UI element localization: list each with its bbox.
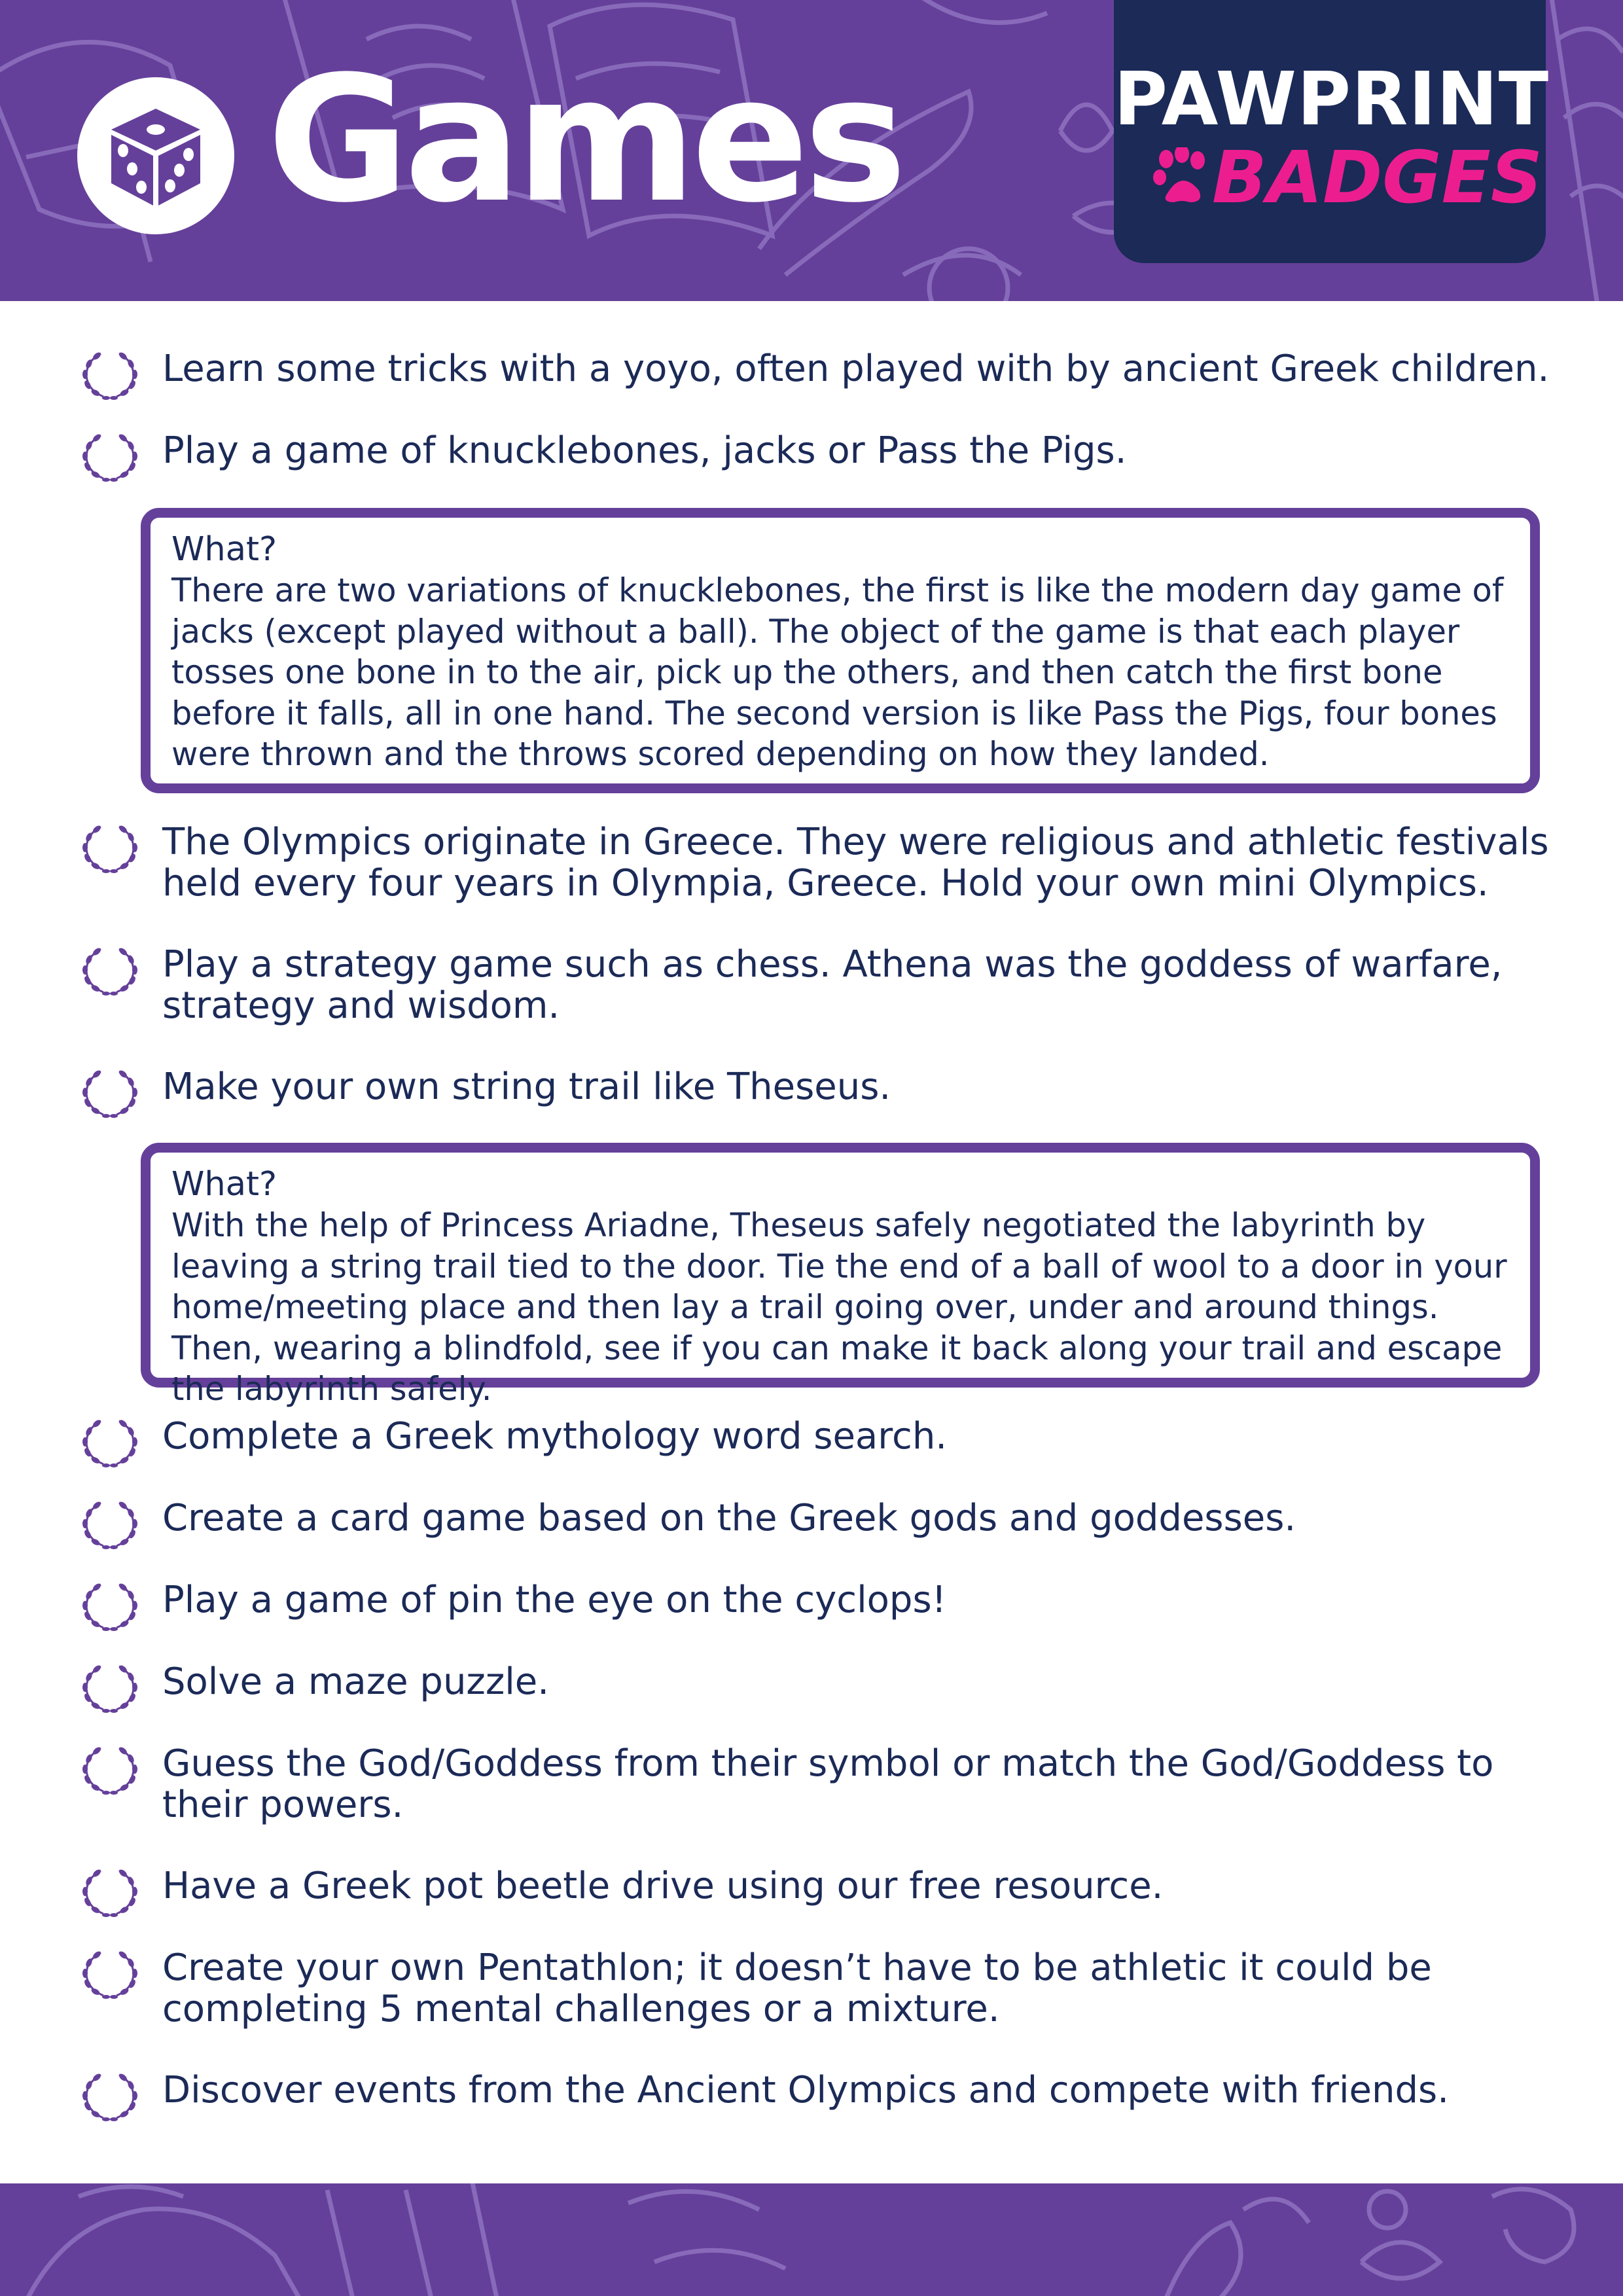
wreath-icon [77, 348, 143, 401]
item-text: Create your own Pentathlon; it doesn’t have to be athletic it could be completing 5 mental challenges or a mixture. [162, 1946, 1432, 2030]
wreath-icon [77, 1865, 143, 1918]
wreath-icon [77, 430, 143, 482]
page-title: Games [267, 39, 902, 241]
box-body: With the help of Princess Ariadne, Theseus safely negotiated the labyrinth by leaving a string trail tied to the door. Tie the end of a ball of wool to a door in your home/meeting place and then lay a trail going over, under and around things. Then, wearing a blindfold, see if you can make it back along your trail and escape the labyrinth safely. [171, 1206, 1507, 1408]
decorative-doodles [0, 2183, 1623, 2296]
wreath-icon [77, 821, 143, 874]
wreath-icon [77, 944, 143, 996]
info-box [141, 1143, 1540, 1408]
item-text: Play a game of pin the eye on the cyclops! [162, 1579, 947, 1621]
item-text: The Olympics originate in Greece. They were religious and athletic festivals held every four years in Olympia, Greece. Hold your own mini Olympics. [162, 821, 1549, 905]
item-text: Make your own string trail like Theseus. [162, 1066, 891, 1108]
brand-logo [1114, 0, 1550, 263]
item-text: Learn some tricks with a yoyo, often played with by ancient Greek children. [162, 348, 1550, 390]
box-title: What? [171, 1165, 277, 1204]
wreath-icon [77, 1661, 143, 1713]
wreath-icon [77, 1416, 143, 1468]
wreath-icon [77, 2070, 143, 2122]
wreath-icon [77, 1498, 143, 1550]
item-text: Have a Greek pot beetle drive using our free resource. [162, 1865, 1164, 1907]
item-text: Play a game of knucklebones, jacks or Pass the Pigs. [162, 429, 1127, 472]
info-box [141, 508, 1540, 793]
dice-icon [77, 77, 234, 234]
dice-badge [77, 77, 234, 234]
wreath-icon [77, 1066, 143, 1119]
header-banner [0, 0, 1623, 301]
item-text: Play a strategy game such as chess. Athena was the goddess of warfare, strategy and wisdom. [162, 943, 1503, 1027]
item-text: Create a card game based on the Greek gods and goddesses. [162, 1497, 1296, 1539]
wreath-icon [77, 1743, 143, 1795]
item-text: Complete a Greek mythology word search. [162, 1415, 948, 1458]
box-body: There are two variations of knucklebones, the first is like the modern day game of jacks (except played without a ball). The object of the game is that each player tosses one bone in to the air, pick up the others, and then catch the first bone before it falls, all in one hand. The second version is like Pass the Pigs, four bones were thrown and the throws scored depending on how they landed. [171, 571, 1504, 773]
brand-line-2: BADGES [1212, 135, 1543, 219]
footer-banner [0, 2183, 1623, 2296]
item-text: Discover events from the Ancient Olympics and compete with friends. [162, 2069, 1450, 2111]
brand-line-1: PAWPRINT [1114, 57, 1550, 142]
box-title: What? [171, 530, 277, 569]
item-text: Solve a maze puzzle. [162, 1660, 550, 1703]
wreath-icon [77, 1947, 143, 2000]
item-text: Guess the God/Goddess from their symbol or match the God/Goddess to their powers. [162, 1742, 1494, 1826]
paw-icon [1153, 147, 1209, 206]
wreath-icon [77, 1579, 143, 1632]
